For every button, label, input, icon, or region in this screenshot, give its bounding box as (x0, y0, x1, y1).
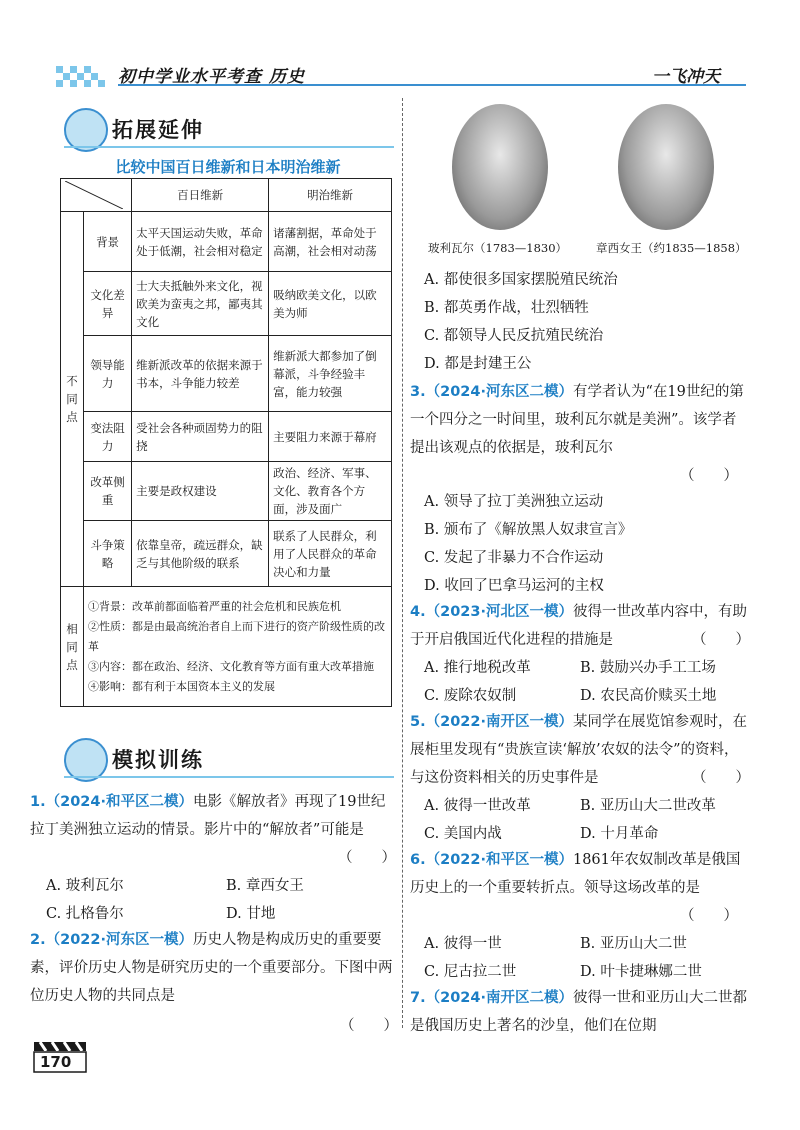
table-corner (61, 179, 132, 212)
option-d: D. 甘地 (226, 906, 276, 922)
question-number: 6. (410, 852, 426, 868)
option-c: C. 扎格鲁尔 (46, 906, 124, 922)
question-5 (410, 708, 750, 792)
question-number: 2. (30, 932, 46, 948)
option-c: C. 尼古拉二世 (424, 964, 517, 980)
question-source: （2022·河东区一模） (45, 932, 193, 948)
question-source: （2024·河东区二模） (425, 384, 573, 400)
question-6 (410, 846, 750, 902)
portrait-bolivar (452, 104, 548, 230)
row-label: 背景 (84, 212, 132, 272)
option-c: C. 废除农奴制 (424, 688, 517, 704)
column-divider (402, 98, 403, 1028)
option-a: A. 彼得一世改革 (424, 798, 531, 814)
row-cell-a: 依靠皇帝，疏远群众，缺乏与其他阶级的联系 (132, 521, 269, 587)
same-point: ④影响：都有利于本国资本主义的发展 (88, 679, 275, 693)
question-text: 历史人物是构成历史的重要要素，评价历史人物是研究历史的一个重要部分。下图中两位历史人物的共同点是 (30, 932, 393, 1004)
question-source: （2022·南开区一模） (425, 714, 573, 730)
section-rule (64, 146, 394, 148)
option-b: B. 亚历山大二世 (580, 936, 687, 952)
section-rule (64, 776, 394, 778)
option-b: B. 都英勇作战，壮烈牺牲 (424, 300, 589, 316)
caption-rani: 章西女王（约1835—1858） (596, 241, 747, 255)
page-number-badge (30, 1040, 94, 1074)
row-cell-b: 吸纳欧美文化，以欧美为师 (269, 272, 392, 336)
answer-paren: （ ） (680, 908, 738, 924)
answer-paren: （ ） (692, 770, 750, 786)
answer-paren: （ ） (680, 468, 738, 484)
question-1 (30, 788, 396, 872)
question-source: （2022·和平区一模） (425, 852, 573, 868)
option-a: A. 推行地税改革 (424, 660, 531, 676)
answer-paren: （ ） (692, 632, 750, 648)
question-2 (30, 926, 396, 1010)
question-text: 彼得一世和亚历山大二世都是俄国历史上著名的沙皇，他们在位期 (410, 990, 747, 1034)
question-3 (410, 378, 750, 462)
group-same-text: 相同点 (66, 621, 78, 672)
question-text: 1861年农奴制改革是俄国历史上的一个重要转折点。领导这场改革的是 (410, 852, 741, 896)
same-point: ③内容：都在政治、经济、文化教育等方面有重大改革措施 (88, 659, 374, 673)
question-source: （2024·和平区二模） (45, 794, 193, 810)
caption-bolivar: 玻利瓦尔（1783—1830） (428, 241, 568, 255)
question-text: 彼得一世改革内容中，有助于开启俄国近代化进程的措施是 (410, 604, 747, 648)
option-b: B. 亚历山大二世改革 (580, 798, 716, 814)
row-cell-a: 维新派改革的依据来源于书本，斗争能力较差 (132, 336, 269, 412)
question-number: 4. (410, 604, 426, 620)
row-label: 斗争策略 (84, 521, 132, 587)
option-d: D. 都是封建王公 (424, 356, 532, 372)
option-b: B. 章西女王 (226, 878, 304, 894)
row-cell-b: 主要阻力来源于幕府 (269, 412, 392, 462)
same-points-cell (84, 587, 392, 707)
same-point: ①背景：改革前都面临着严重的社会危机和民族危机 (88, 599, 341, 613)
option-a: A. 彼得一世 (424, 936, 502, 952)
option-c: C. 都领导人民反抗殖民统治 (424, 328, 604, 344)
group-label-same (61, 587, 84, 707)
question-source: （2023·河北区一模） (425, 604, 573, 620)
row-cell-a: 主要是政权建设 (132, 462, 269, 521)
question-text: 有学者认为“在19世纪的第一个四分之一时间里，玻利瓦尔就是美洲”。该学者提出该观点的依据是，玻利瓦尔 (410, 384, 744, 456)
row-cell-b: 诸藩割据，革命处于高潮，社会相对动荡 (269, 212, 392, 272)
table-header-col1: 百日维新 (132, 179, 269, 212)
group-label-diff (61, 212, 84, 587)
question-number: 7. (410, 990, 426, 1006)
row-cell-a: 太平天国运动失败，革命处于低潮，社会相对稳定 (132, 212, 269, 272)
table-header-col2: 明治维新 (269, 179, 392, 212)
option-d: D. 收回了巴拿马运河的主权 (424, 578, 604, 594)
option-a: A. 领导了拉丁美洲独立运动 (424, 494, 604, 510)
option-d: D. 叶卡捷琳娜二世 (580, 964, 702, 980)
row-label: 变法阻力 (84, 412, 132, 462)
page-number: 170 (40, 1053, 72, 1071)
header-title: 初中学业水平考查 历史 (118, 67, 305, 87)
table-caption: 比较中国百日维新和日本明治维新 (115, 158, 341, 176)
question-text: 某同学在展览馆参观时，在展柜里发现有“贵族宣读‘解放’农奴的法令”的资料，与这份资料相关的历史事件是 (410, 714, 747, 786)
row-cell-b: 维新派大都参加了倒幕派，斗争经验丰富，能力较强 (269, 336, 392, 412)
question-4 (410, 598, 750, 654)
header-brand: 一飞冲天 (652, 67, 720, 87)
row-label: 改革侧重 (84, 462, 132, 521)
row-cell-b: 政治、经济、军事、文化、教育各个方面，涉及面广 (269, 462, 392, 521)
option-a: A. 玻利瓦尔 (46, 878, 124, 894)
row-cell-a: 士大夫抵触外来文化，视欧美为蛮夷之邦，鄙夷其文化 (132, 272, 269, 336)
section-title-extend: 拓展延伸 (112, 117, 204, 142)
option-b: B. 颁布了《解放黑人奴隶宣言》 (424, 522, 633, 538)
option-c: C. 美国内战 (424, 826, 502, 842)
answer-paren: （ ） (340, 1018, 398, 1034)
question-number: 1. (30, 794, 46, 810)
row-cell-a: 受社会各种顽固势力的阻挠 (132, 412, 269, 462)
question-text: 电影《解放者》再现了19世纪拉丁美洲独立运动的情景。影片中的“解放者”可能是 (30, 794, 386, 838)
same-point: ②性质：都是由最高统治者自上而下进行的资产阶级性质的改革 (88, 619, 385, 653)
row-cell-b: 联系了人民群众，利用了人民群众的革命决心和力量 (269, 521, 392, 587)
portrait-rani (618, 104, 714, 230)
option-d: D. 农民高价赎买土地 (580, 688, 717, 704)
option-a: A. 都使很多国家摆脱殖民统治 (424, 272, 618, 288)
row-label: 文化差异 (84, 272, 132, 336)
question-7 (410, 984, 750, 1040)
option-c: C. 发起了非暴力不合作运动 (424, 550, 604, 566)
question-number: 5. (410, 714, 426, 730)
row-label: 领导能力 (84, 336, 132, 412)
group-diff-text: 不同点 (66, 374, 78, 424)
question-number: 3. (410, 384, 426, 400)
comparison-table (60, 178, 392, 707)
section-title-practice: 模拟训练 (112, 747, 204, 772)
option-d: D. 十月革命 (580, 826, 659, 842)
header-decoration (56, 66, 114, 90)
answer-paren: （ ） (338, 850, 396, 866)
question-source: （2024·南开区二模） (425, 990, 573, 1006)
option-b: B. 鼓励兴办手工工场 (580, 660, 716, 676)
